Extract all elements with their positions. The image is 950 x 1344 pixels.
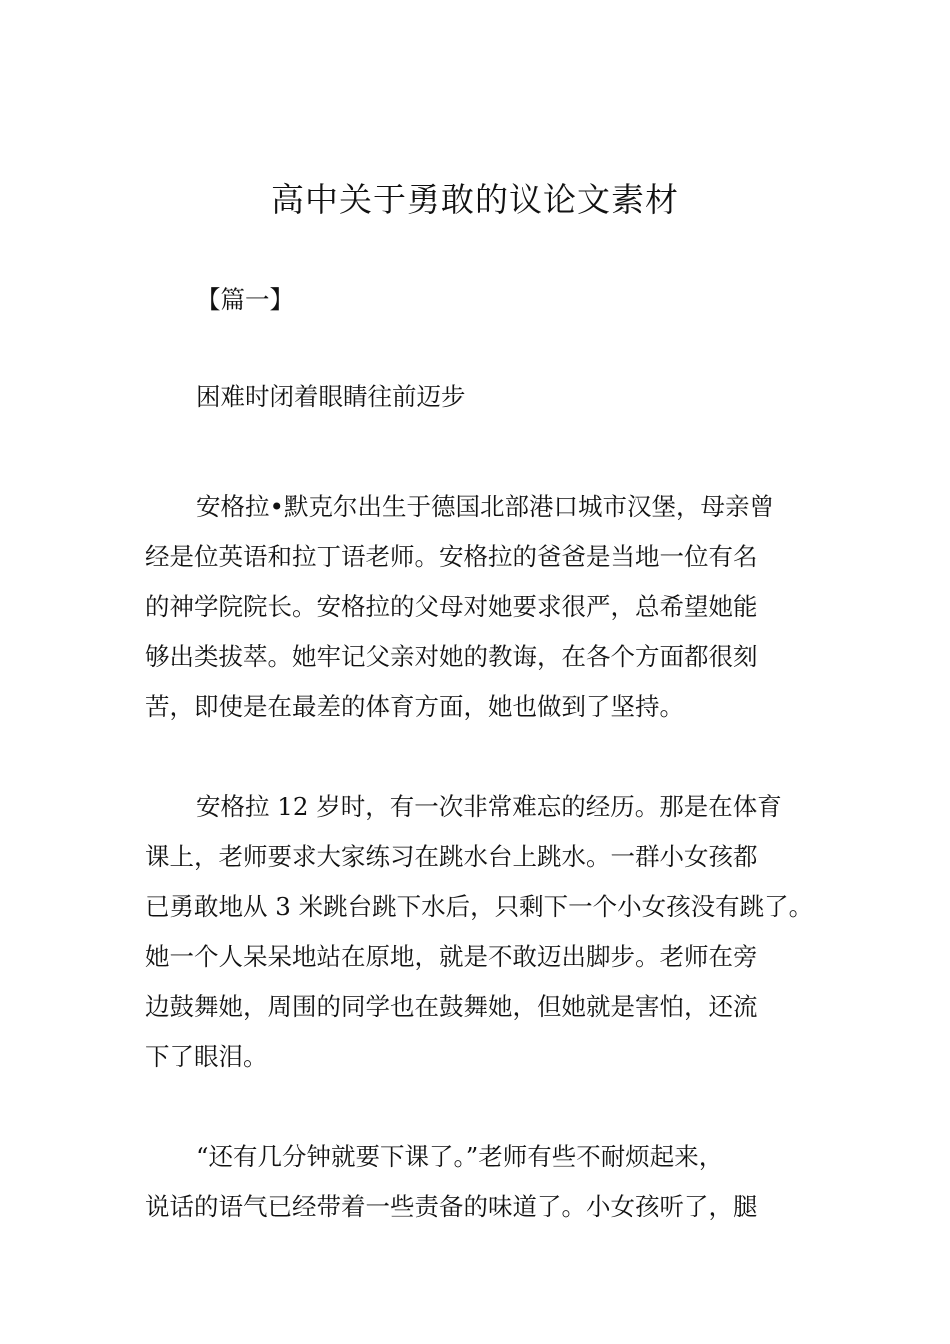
paragraph-line: 她一个人呆呆地站在原地，就是不敢迈出脚步。老师在旁 bbox=[145, 942, 758, 971]
paragraph-3 bbox=[145, 1132, 825, 1232]
paragraph-line: 经是位英语和拉丁语老师。安格拉的爸爸是当地一位有名 bbox=[145, 542, 758, 571]
paragraph-line: 说话的语气已经带着一些责备的味道了。小女孩听了，腿 bbox=[145, 1192, 758, 1221]
paragraph-line: 够出类拔萃。她牢记父亲对她的教诲，在各个方面都很刻 bbox=[145, 642, 758, 671]
paragraph-line: 已勇敢地从 3 米跳台跳下水后，只剩下一个小女孩没有跳了。 bbox=[145, 892, 814, 921]
paragraph-line: 苦，即使是在最差的体育方面，她也做到了坚持。 bbox=[145, 692, 684, 721]
paragraph-line: 下了眼泪。 bbox=[145, 1042, 268, 1071]
document-title: 高中关于勇敢的议论文素材 bbox=[271, 180, 679, 219]
paragraph-line: 安格拉•默克尔出生于德国北部港口城市汉堡，母亲曾 bbox=[196, 492, 774, 521]
paragraph-1 bbox=[145, 482, 825, 732]
section-label: 【篇一】 bbox=[196, 285, 294, 314]
paragraph-line: 安格拉 12 岁时，有一次非常难忘的经历。那是在体育 bbox=[196, 792, 782, 821]
paragraph-line: 课上，老师要求大家练习在跳水台上跳水。一群小女孩都 bbox=[145, 842, 758, 871]
paragraph-line: “还有几分钟就要下课了。”老师有些不耐烦起来， bbox=[196, 1142, 724, 1171]
subheading: 困难时闭着眼睛往前迈步 bbox=[196, 382, 466, 411]
paragraph-line: 边鼓舞她，周围的同学也在鼓舞她，但她就是害怕，还流 bbox=[145, 992, 758, 1021]
paragraph-line: 的神学院院长。安格拉的父母对她要求很严，总希望她能 bbox=[145, 592, 758, 621]
paragraph-2 bbox=[145, 782, 825, 1082]
